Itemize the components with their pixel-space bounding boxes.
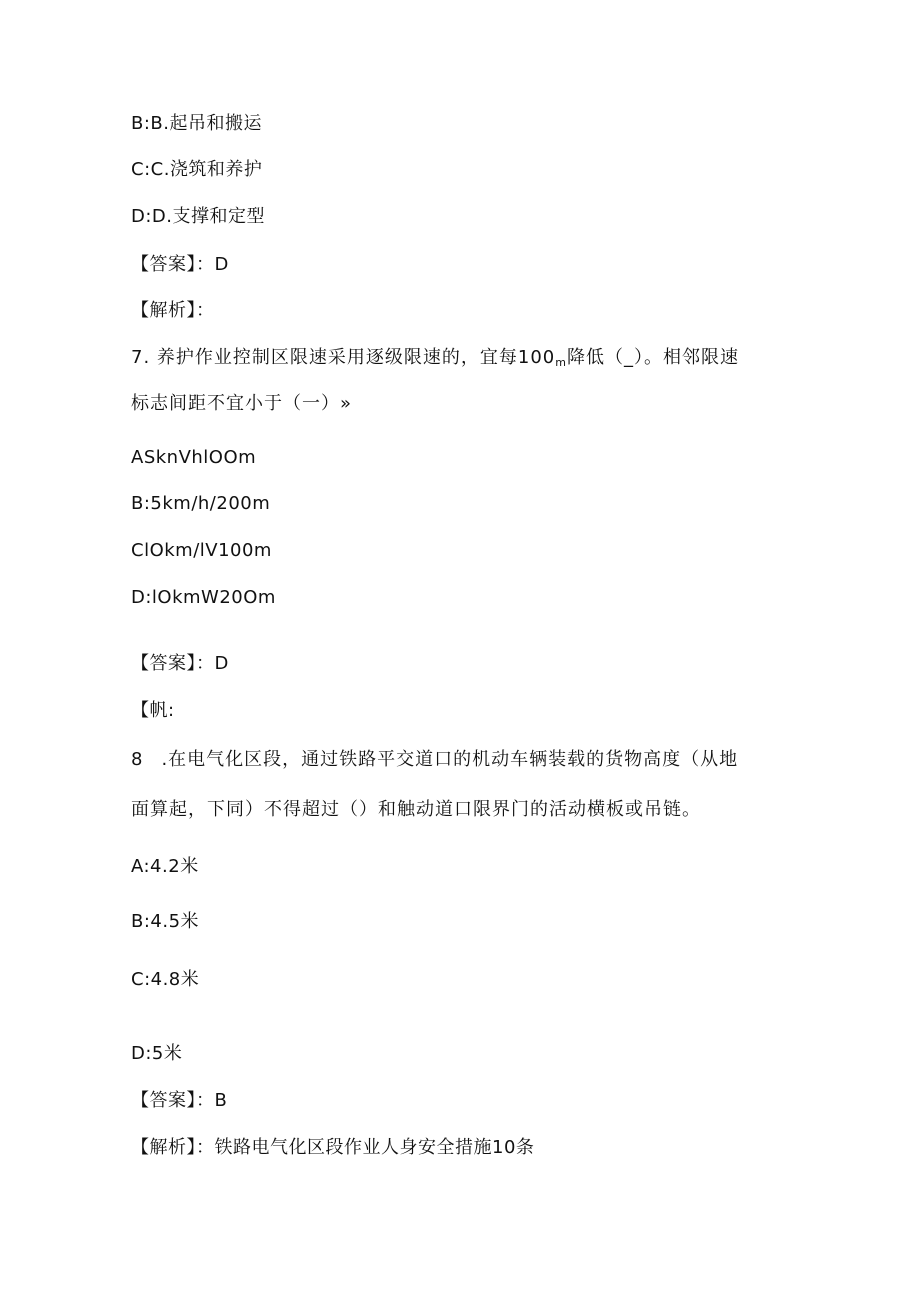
q8-question-line1-text: .在电气化区段，通过铁路平交道口的机动车辆装载的货物高度（从地 xyxy=(161,749,739,770)
q7-option-b: B:5km/h/200m xyxy=(131,493,271,514)
q6-option-c: C:C.浇筑和养护 xyxy=(131,159,263,180)
q8-question-line1 xyxy=(131,748,738,772)
q7-question-unit: m xyxy=(555,356,567,369)
q8-question-number: 8 xyxy=(131,749,144,770)
q7-answer: 【答案】：D xyxy=(131,653,229,674)
q6-option-d: D:D.支撑和定型 xyxy=(131,206,266,227)
q8-option-d: D:5米 xyxy=(131,1043,183,1064)
q7-question-line1-post: 降低（_）。相邻限速 xyxy=(566,347,739,368)
q7-question-line1 xyxy=(131,346,739,375)
q7-option-c: ClOkm/lV100m xyxy=(131,540,272,561)
q8-option-c: C:4.8米 xyxy=(131,969,200,990)
q7-option-a: ASknVhlOOm xyxy=(131,447,257,468)
q6-analysis: 【解析】： xyxy=(131,300,215,321)
q6-answer: 【答案】：D xyxy=(131,254,229,275)
q7-analysis: 【帆: xyxy=(131,700,175,721)
q7-question-line2: 标志间距不宜小于（一）» xyxy=(131,393,353,414)
q8-answer: 【答案】：B xyxy=(131,1090,228,1111)
q8-option-a: A:4.2米 xyxy=(131,856,199,877)
q6-option-b: B:B.起吊和搬运 xyxy=(131,113,262,134)
q8-analysis: 【解析】：铁路电气化区段作业人身安全措施10条 xyxy=(131,1137,535,1158)
q8-question-line2: 面算起，下同）不得超过（）和触动道口限界门的活动横板或吊链。 xyxy=(131,799,701,820)
q7-question-line1-pre: 7. 养护作业控制区限速采用逐级限速的，宜每100 xyxy=(131,347,556,368)
q7-option-d: D:lOkmW20Om xyxy=(131,587,276,608)
q8-option-b: B:4.5米 xyxy=(131,911,200,932)
